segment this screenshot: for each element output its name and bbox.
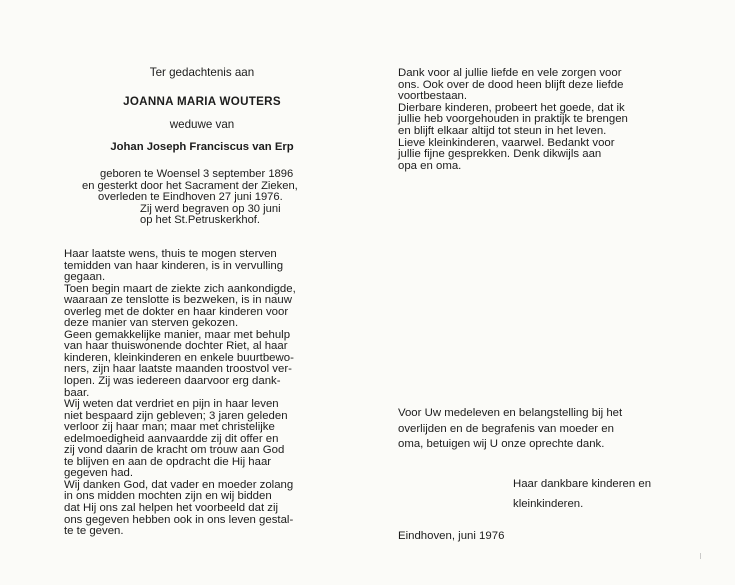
text-line: temidden van haar kinderen, is in vervulling	[64, 259, 284, 272]
intro-line: Ter gedachtenis aan	[149, 66, 255, 79]
text-line: niet bespaard zijn gebleven; 3 jaren geleden	[64, 409, 288, 422]
text-line: Lieve kleinkinderen, vaarwel. Bedankt voor	[398, 136, 615, 149]
text-line: te te geven.	[64, 525, 124, 538]
text-line: Dierbare kinderen, probeert het goede, dat ik	[398, 101, 625, 114]
bio-line: geboren te Woensel 3 september 1896	[100, 168, 294, 180]
text-line: Haar laatste wens, thuis te mogen sterven	[64, 248, 277, 260]
header-block	[82, 66, 322, 227]
signature-block	[513, 474, 651, 514]
text-line: voortbestaan.	[398, 90, 468, 103]
text-line: in ons midden mochten zijn en wij bidden	[64, 490, 272, 503]
text-line: Geen gemakkelijke manier, maar met behulp	[64, 328, 291, 341]
corner-mark	[700, 553, 706, 559]
text-line: Wij danken God, dat vader en moeder zolang	[64, 478, 294, 491]
bio-line: en gesterkt door het Sacrament der Zieken,	[82, 179, 298, 192]
left-body-text	[64, 249, 324, 538]
bio-line: Zij werd begraven op 30 juni	[140, 202, 281, 215]
text-line: Voor Uw medeleven en belangstelling bij het	[398, 407, 623, 419]
deceased-name: JOANNA MARIA WOUTERS	[123, 95, 281, 108]
text-line: dat Hij ons zal helpen het voorbeeld dat zij	[64, 502, 279, 515]
widow-of-line: weduwe van	[169, 118, 235, 131]
text-line: jullie fijne gesprekken. Denk dikwijls aan	[398, 148, 602, 161]
text-line: Toen begin maart de ziekte zich aankondigde,	[64, 282, 296, 295]
text-line: overleg met de dokter en haar kinderen voor	[64, 305, 289, 318]
husband-name: Johan Joseph Franciscus van Erp	[110, 141, 294, 153]
signature-line: kleinkinderen.	[513, 498, 584, 510]
text-line: gegaan.	[64, 271, 106, 284]
place-date: Eindhoven, juni 1976	[398, 530, 505, 542]
text-line: Dank voor al jullie liefde en vele zorgen voor	[398, 67, 622, 79]
text-line: opa en oma.	[398, 159, 462, 172]
bio-line: op het St.Petruskerkhof.	[140, 214, 261, 227]
bio-block	[82, 169, 322, 227]
thanks-block	[398, 406, 710, 453]
text-line: ons gegeven hebben ook in ons leven gestal-	[64, 513, 294, 526]
signature-line: Haar dankbare kinderen en	[513, 478, 652, 490]
text-line: ners, zijn haar laatste maanden troostvol ver-	[64, 363, 292, 376]
text-line: te blijven en aan de opdracht die Hij haar	[64, 455, 272, 468]
text-line: lopen. Zij was iedereen daarvoor erg dank-	[64, 375, 281, 388]
text-line: verloor zij haar man; maar met christelijke	[64, 421, 275, 434]
bio-line: overleden te Eindhoven 27 juni 1976.	[98, 191, 283, 204]
text-line: Wij weten dat verdriet en pijn in haar leven	[64, 398, 279, 411]
text-line: waaraan ze tenslotte is bezweken, is in nauw	[64, 294, 292, 307]
text-line: deze manier van sterven gekozen.	[64, 317, 239, 330]
text-line: van haar thuiswonende dochter Riet, al haar	[64, 340, 288, 353]
text-line: baar.	[64, 386, 90, 399]
text-line: en blijft elkaar altijd tot steun in het leven.	[398, 124, 607, 137]
text-line: oma, betuigen wij U onze oprechte dank.	[398, 438, 605, 450]
text-line: ons. Ook over de dood heen blijft deze liefde	[398, 78, 624, 91]
text-line: zij vond daarin de kracht om trouw aan God	[64, 444, 285, 457]
text-line: edelmoedigheid aanvaardde zij dit offer en	[64, 432, 279, 445]
text-line: gegeven had.	[64, 467, 134, 480]
text-line: overlijden en de begrafenis van moeder en	[398, 422, 614, 435]
text-line: jullie heb voorgehouden in praktijk te brengen	[398, 113, 628, 126]
right-farewell-text	[398, 68, 710, 172]
text-line: kinderen, kleinkinderen en enkele buurtbewo-	[64, 351, 294, 364]
